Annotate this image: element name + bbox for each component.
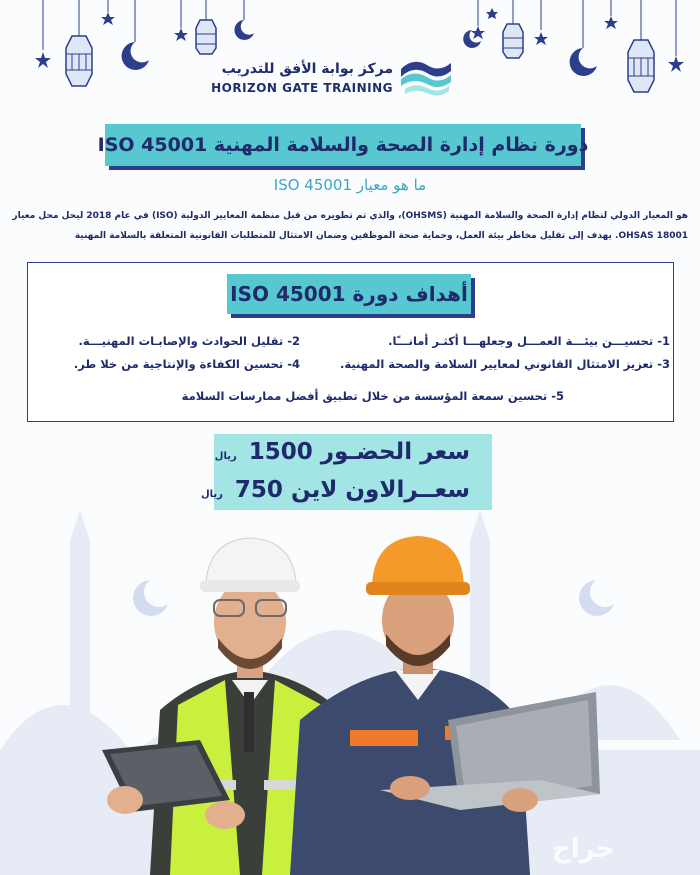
goals-heading-banner (227, 274, 471, 314)
logo-arabic-name: مركز بوابة الأفق للتدريب (221, 61, 393, 77)
description-line-2: OHSAS 18001. يهدف إلى تقليل مخاطر بيئة العمل، وحماية صحة الموظفين وضمان الامتثال للمتطلبات القانونية المتعلقة بالسلامة المهنية (74, 231, 688, 241)
course-title: دورة نظام إدارة الصحة والسلامة المهنية ISO 45001 (97, 134, 589, 156)
goal-item: 5- تحسين سمعة المؤسسة من خلال تطبيق أفضل ممارسات السلامة (181, 389, 564, 403)
goal-item: 3- تعزيز الامتثال القانوني لمعايير السلامة والصحة المهنية. (340, 357, 670, 371)
goal-item: 2- تقليل الحوادث والإصابـات المهنيـــة. (78, 334, 300, 348)
attendance-label: سعر الحضـور (320, 439, 470, 465)
attendance-price: 1500 (248, 439, 313, 465)
currency-label: ريال (214, 451, 237, 462)
currency-label: ريال (200, 489, 223, 500)
attendance-price-box (214, 434, 492, 476)
goals-heading: أهداف دورة ISO 45001 (230, 282, 468, 306)
course-title-banner (97, 124, 589, 166)
brand-logo (211, 55, 453, 103)
online-label: سعــرالاون لاين (290, 477, 470, 503)
workers-illustration (0, 530, 700, 875)
goal-item: 4- تحسين الكفاءة والإنتاجية من خلا طر. (73, 357, 300, 371)
what-is-heading: ما هو معيار ISO 45001 (273, 176, 427, 194)
goal-item: 1- تحسيـــن بيئـــة العمـــل وجعلهـــا أكثـر أمانـــًا. (388, 334, 670, 348)
wave-logo-icon (399, 55, 453, 101)
description-line-1: هو المعيار الدولي لنظام إدارة الصحة والسلامة المهنية (OHSMS)، والذي تم تطويره من قبل منظمة المعايير الدولية (ISO) في عام 2018 ليحل محل معيار (12, 211, 688, 221)
online-price: 750 (234, 477, 283, 503)
watermark: حراج (552, 834, 615, 864)
logo-english-name: HORIZON GATE TRAINING (211, 81, 393, 95)
online-price-box (200, 474, 492, 510)
